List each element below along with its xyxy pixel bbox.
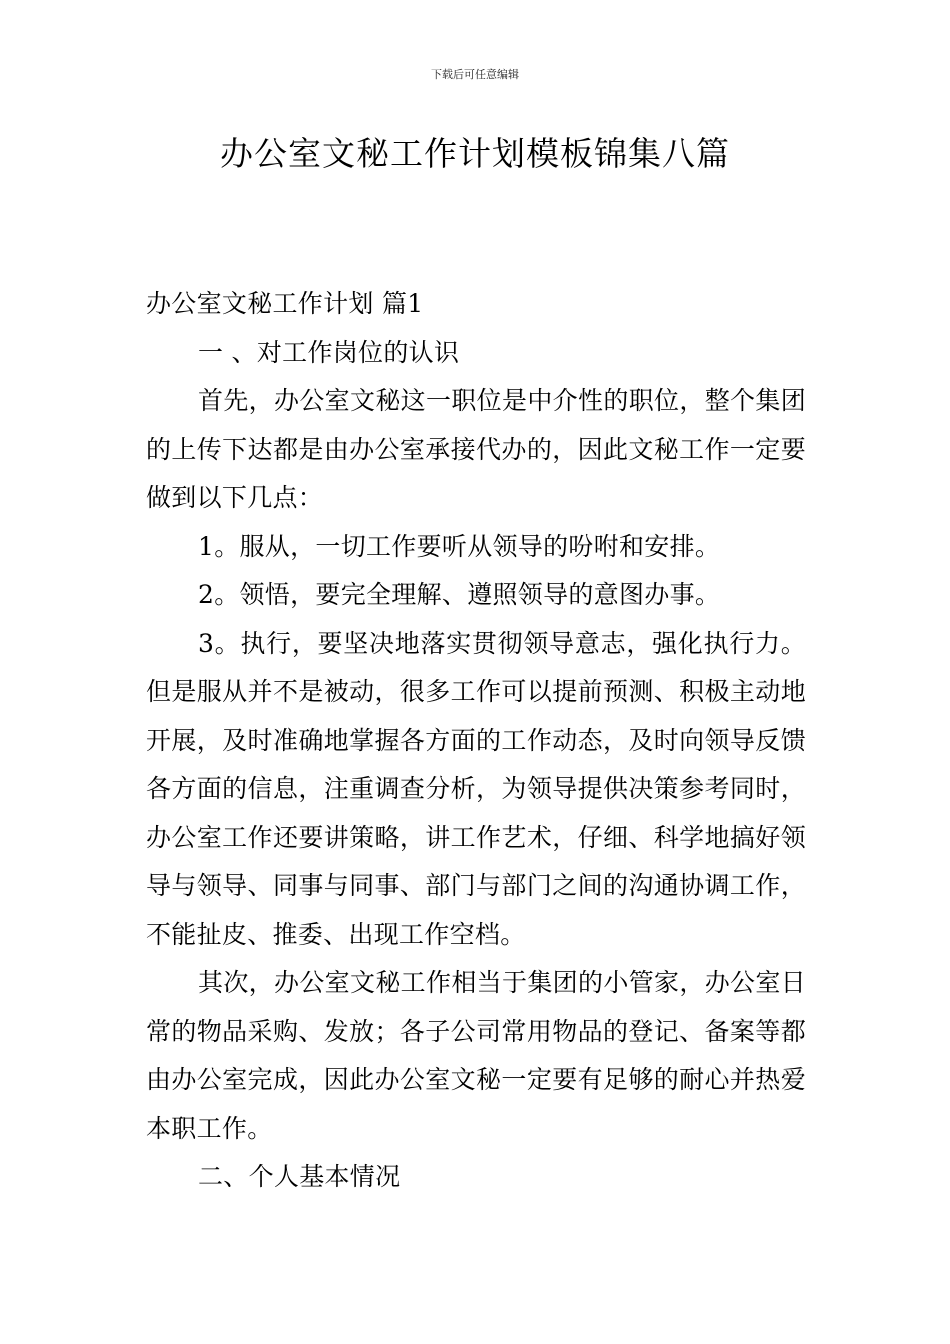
header-note: 下载后可任意编辑 — [431, 68, 519, 81]
document-body — [146, 280, 806, 1202]
sub-heading-1: 一 、对工作岗位的认识 — [198, 337, 460, 367]
document-title: 办公室文秘工作计划模板锦集八篇 — [220, 134, 730, 173]
paragraph-1: 首先，办公室文秘这一职位是中介性的职位，整个集团的上传下达都是由办公室承接代办的，因此文秘工作一定要做到以下几点： — [146, 386, 806, 512]
paragraph-3: 2。领悟，要完全理解、遵照领导的意图办事。 — [198, 580, 721, 609]
paragraph-4: 3。执行，要坚决地落实贯彻领导意志，强化执行力。但是服从并不是被动，很多工作可以提前预测、积极主动地开展，及时准确地掌握各方面的工作动态，及时向领导反馈各方面的信息，注重调查分析，为领导提供决策参考同时，办公室工作还要讲策略，讲工作艺术，仔细、科学地搞好领导与领导、同事与同事、部门与部门之间的沟通协调工作，不能扯皮、推委、出现工作空档。 — [146, 628, 806, 949]
paragraph-2: 1。服从，一切工作要听从领导的吩咐和安排。 — [198, 531, 721, 561]
sub-heading-2: 二、个人基本情况 — [198, 1162, 401, 1191]
section-heading: 办公室文秘工作计划 篇1 — [146, 289, 424, 318]
paragraph-5: 其次，办公室文秘工作相当于集团的小管家，办公室日常的物品采购、发放；各子公司常用物品的登记、备案等都由办公室完成，因此办公室文秘一定要有足够的耐心并热爱本职工作。 — [146, 968, 806, 1143]
